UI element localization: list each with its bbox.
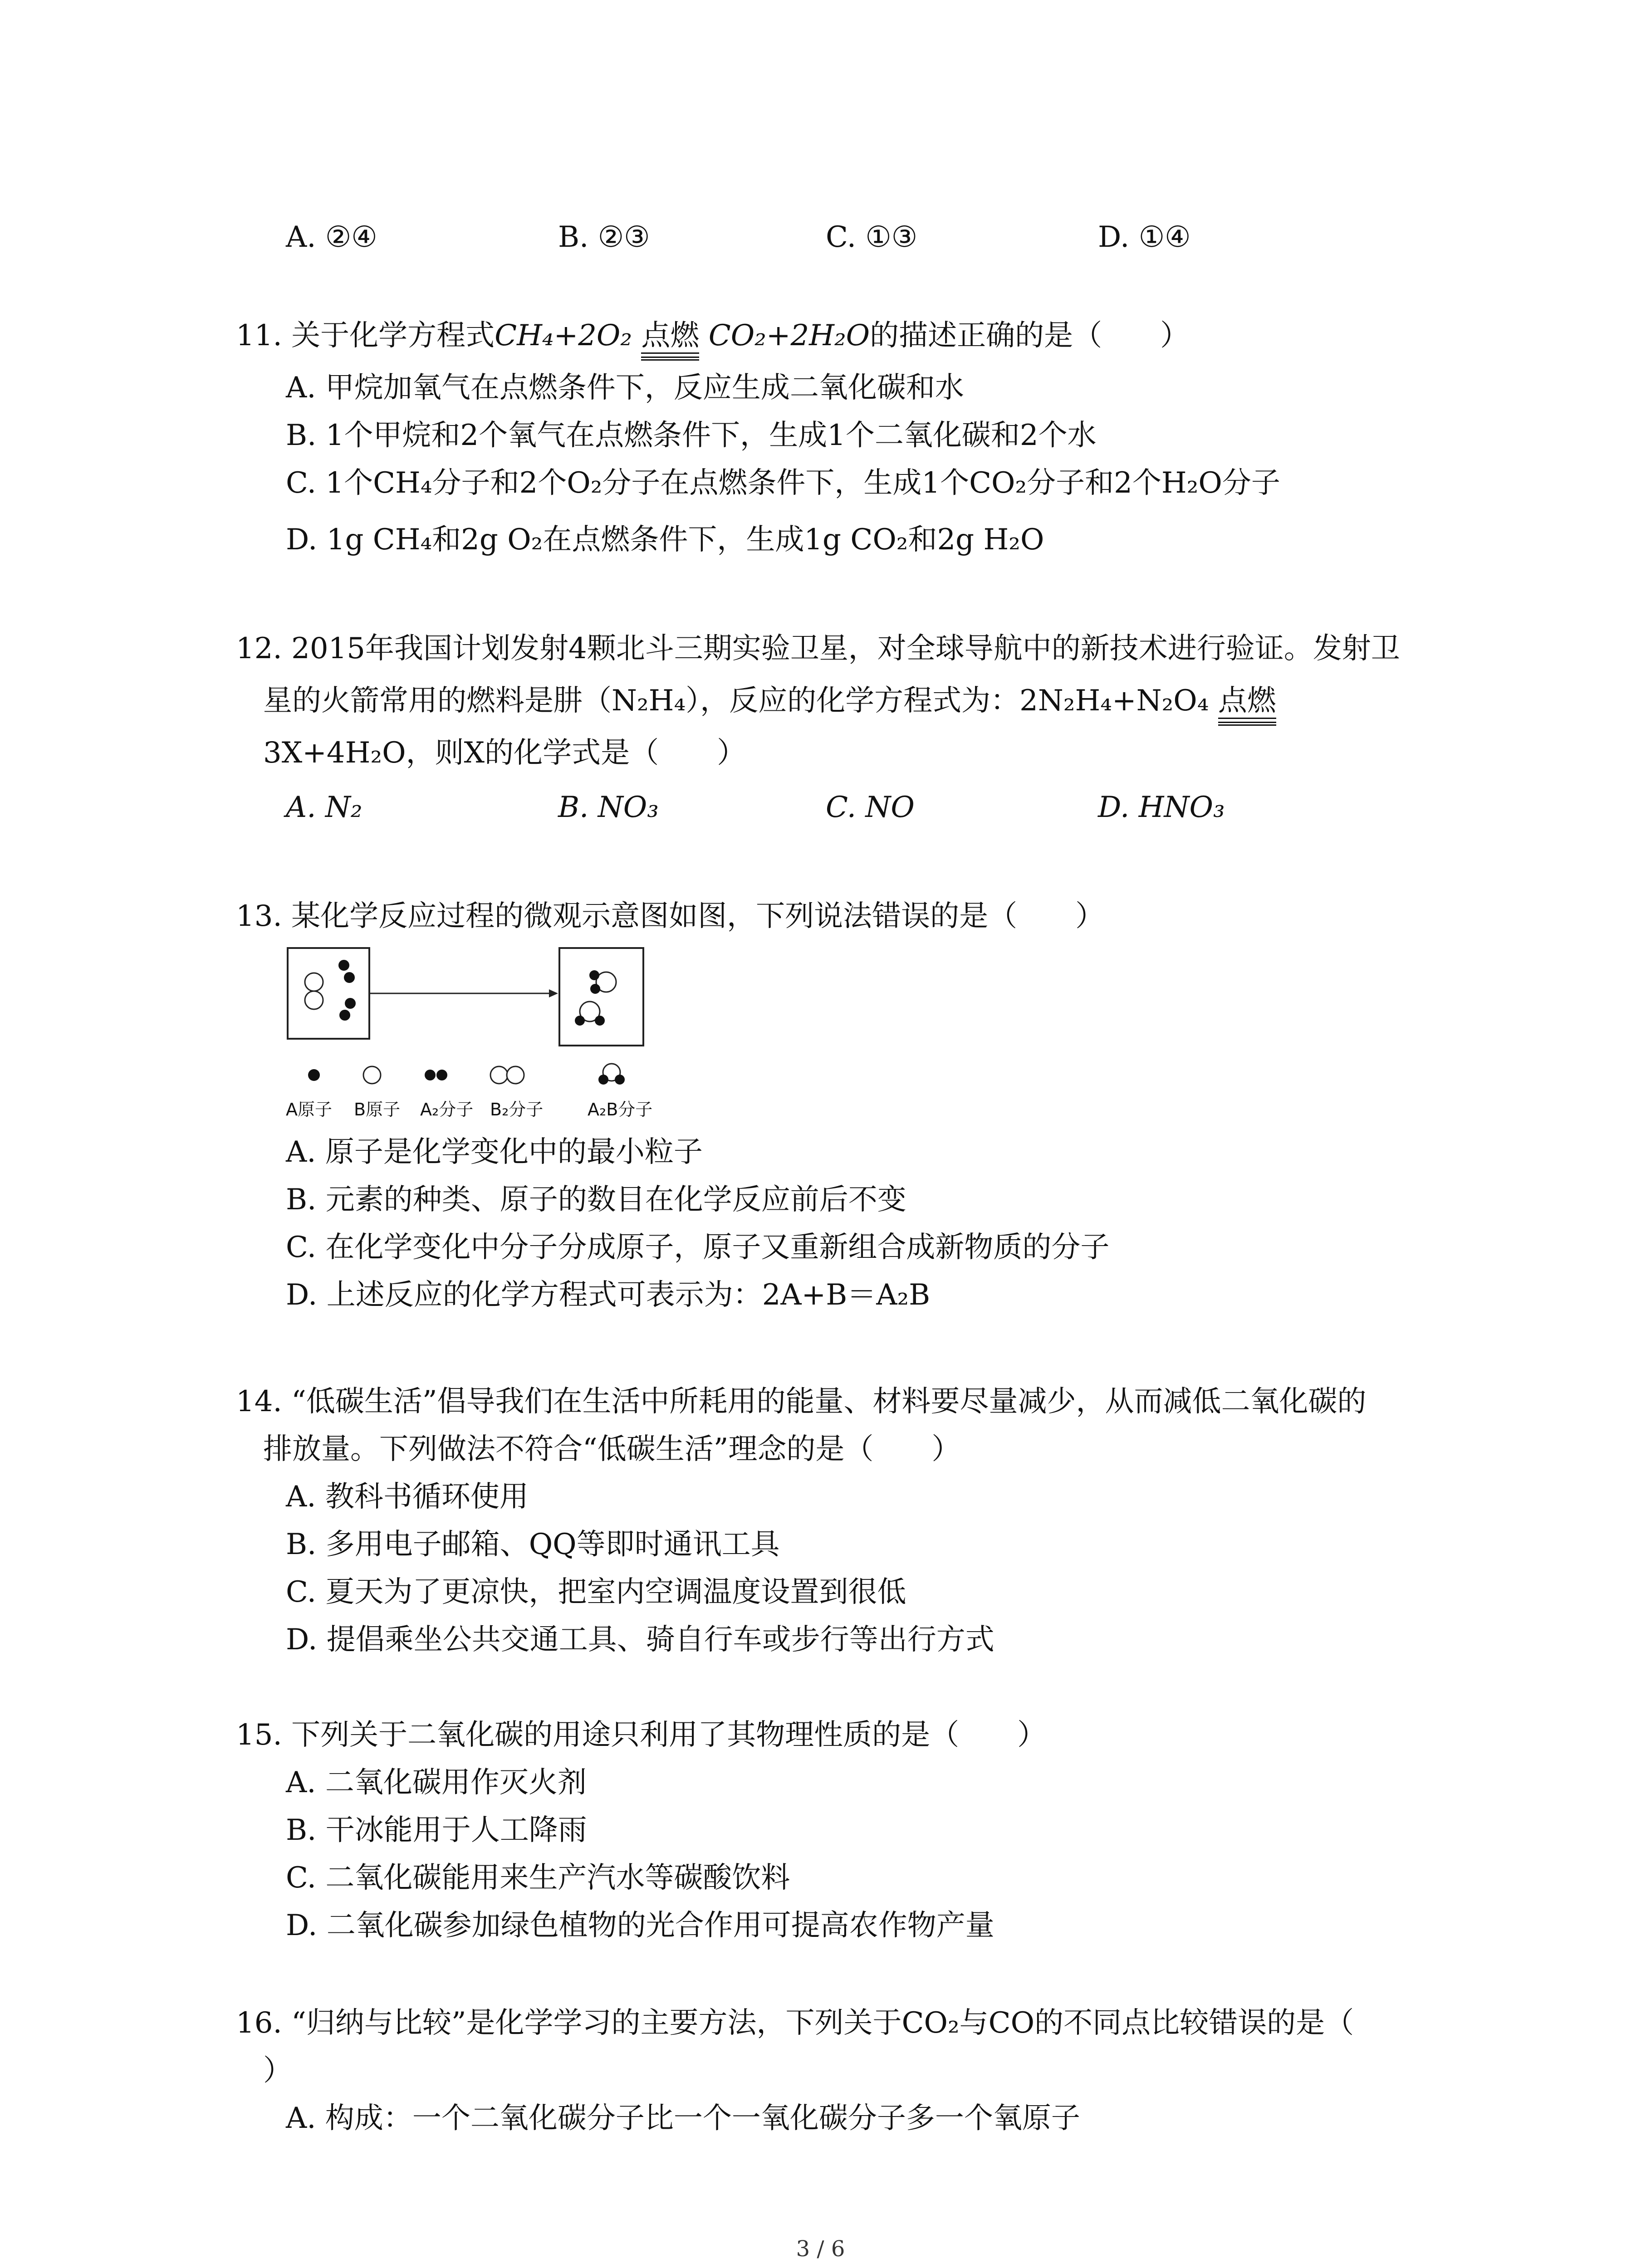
q12-option-c: C. NO xyxy=(826,791,915,824)
legend-a-atom-label: A原子 xyxy=(286,1100,332,1119)
a2-molecule-atom xyxy=(344,972,355,983)
q15-option-a: A. 二氧化碳用作灭火剂 xyxy=(286,1766,587,1799)
q15-stem: 15. 下列关于二氧化碳的用途只利用了其物理性质的是（ ） xyxy=(236,1718,1047,1752)
legend-a2b-molecule-icon xyxy=(598,1075,608,1085)
q14-line2: 排放量。下列做法不符合“低碳生活”理念的是（ ） xyxy=(263,1432,961,1466)
q11-option-b: B. 1个甲烷和2个氧气在点燃条件下，生成1个二氧化碳和2个水 xyxy=(286,419,1097,452)
reactant-box xyxy=(288,948,369,1039)
a2-molecule-atom xyxy=(345,998,356,1009)
legend-a2b-molecule-icon xyxy=(615,1075,625,1085)
q10-option-b: B. ②③ xyxy=(558,220,650,254)
legend-a2-molecule-icon xyxy=(436,1070,447,1080)
q14-line1: 14. “低碳生活”倡导我们在生活中所耗用的能量、材料要尽量减少，从而减低二氧化碳的 xyxy=(236,1385,1367,1418)
q13-option-a: A. 原子是化学变化中的最小粒子 xyxy=(286,1135,703,1169)
page-number: 3 / 6 xyxy=(796,2236,845,2262)
legend-b2-molecule-label: B₂分子 xyxy=(490,1100,544,1119)
legend-a-atom-icon xyxy=(308,1069,320,1081)
legend-a2-molecule-label: A₂分子 xyxy=(420,1100,474,1119)
q15-option-c: C. 二氧化碳能用来生产汽水等碳酸饮料 xyxy=(286,1861,790,1895)
q11-option-c: C. 1个CH₄分子和2个O₂分子在点燃条件下，生成1个CO₂分子和2个H₂O分子 xyxy=(286,466,1280,500)
q13-option-c: C. 在化学变化中分子分成原子，原子又重新组合成新物质的分子 xyxy=(286,1231,1110,1264)
q12-condition: 点燃 xyxy=(1218,680,1276,724)
q11-eq-left: CH₄+2O₂ xyxy=(495,319,632,352)
q11-eq-right: CO₂+2H₂O xyxy=(708,319,870,352)
q10-option-c: C. ①③ xyxy=(826,220,918,254)
a2b-molecule-a xyxy=(589,970,599,980)
q12-option-a: A. N₂ xyxy=(286,791,362,824)
q16-line2: ） xyxy=(263,2054,292,2087)
legend-b2-molecule-icon xyxy=(507,1066,524,1084)
q14-option-b: B. 多用电子邮箱、QQ等即时通讯工具 xyxy=(286,1528,780,1561)
q12-option-b: B. NO₃ xyxy=(558,791,659,824)
q14-option-d: D. 提倡乘坐公共交通工具、骑自行车或步行等出行方式 xyxy=(286,1623,994,1657)
legend-b-atom-label: B原子 xyxy=(354,1100,401,1119)
q12-line2-text: 星的火箭常用的燃料是肼（N₂H₄），反应的化学方程式为：2N₂H₄+N₂O₄ xyxy=(263,684,1209,718)
q15-option-d: D. 二氧化碳参加绿色植物的光合作用可提高农作物产量 xyxy=(286,1909,994,1942)
legend-b-atom-icon xyxy=(363,1066,381,1084)
q11-stem-prefix: 11. 关于化学方程式 xyxy=(236,319,495,352)
b2-molecule-atom xyxy=(305,973,323,991)
legend-a2b-molecule-label: A₂B分子 xyxy=(588,1100,653,1119)
reaction-diagram xyxy=(286,943,740,1134)
q13-option-b: B. 元素的种类、原子的数目在化学反应前后不变 xyxy=(286,1183,906,1217)
q11-condition: 点燃 xyxy=(641,315,699,359)
q10-option-d: D. ①④ xyxy=(1098,220,1191,254)
a2b-molecule-a xyxy=(575,1016,585,1026)
q11-stem-suffix: 的描述正确的是（ ） xyxy=(870,319,1190,352)
q13-option-d: D. 上述反应的化学方程式可表示为：2A+B＝A₂B xyxy=(286,1278,931,1312)
q11-stem xyxy=(236,315,1189,359)
a2-molecule-atom xyxy=(339,1010,350,1021)
q12-line1: 12. 2015年我国计划发射4颗北斗三期实验卫星，对全球导航中的新技术进行验证。发射卫 xyxy=(236,632,1400,665)
q12-line2 xyxy=(263,680,1276,724)
a2b-molecule-a xyxy=(595,1016,605,1026)
q12-option-d: D. HNO₃ xyxy=(1098,791,1225,824)
product-box xyxy=(559,948,643,1046)
q14-option-c: C. 夏天为了更凉快，把室内空调温度设置到很低 xyxy=(286,1575,906,1609)
a2b-molecule-a xyxy=(590,984,600,994)
arrow-head xyxy=(549,989,558,997)
q15-option-b: B. 干冰能用于人工降雨 xyxy=(286,1813,587,1847)
b2-molecule-atom xyxy=(305,991,323,1009)
q13-stem: 13. 某化学反应过程的微观示意图如图，下列说法错误的是（ ） xyxy=(236,899,1105,933)
a2-molecule-atom xyxy=(338,960,349,971)
q16-option-a: A. 构成：一个二氧化碳分子比一个一氧化碳分子多一个氧原子 xyxy=(286,2102,1080,2135)
q16-line1: 16. “归纳与比较”是化学学习的主要方法，下列关于CO₂与CO的不同点比较错误的是（ xyxy=(236,2006,1354,2040)
q11-option-d: D. 1g CH₄和2g O₂在点燃条件下，生成1g CO₂和2g H₂O xyxy=(286,523,1044,557)
q10-option-a: A. ②④ xyxy=(286,220,377,254)
q11-option-a: A. 甲烷加氧气在点燃条件下，反应生成二氧化碳和水 xyxy=(286,371,964,405)
legend-b2-molecule-icon xyxy=(490,1066,508,1084)
legend-a2-molecule-icon xyxy=(425,1070,436,1080)
q12-line3: 3X+4H₂O，则X的化学式是（ ） xyxy=(263,736,746,770)
q14-option-a: A. 教科书循环使用 xyxy=(286,1480,529,1514)
